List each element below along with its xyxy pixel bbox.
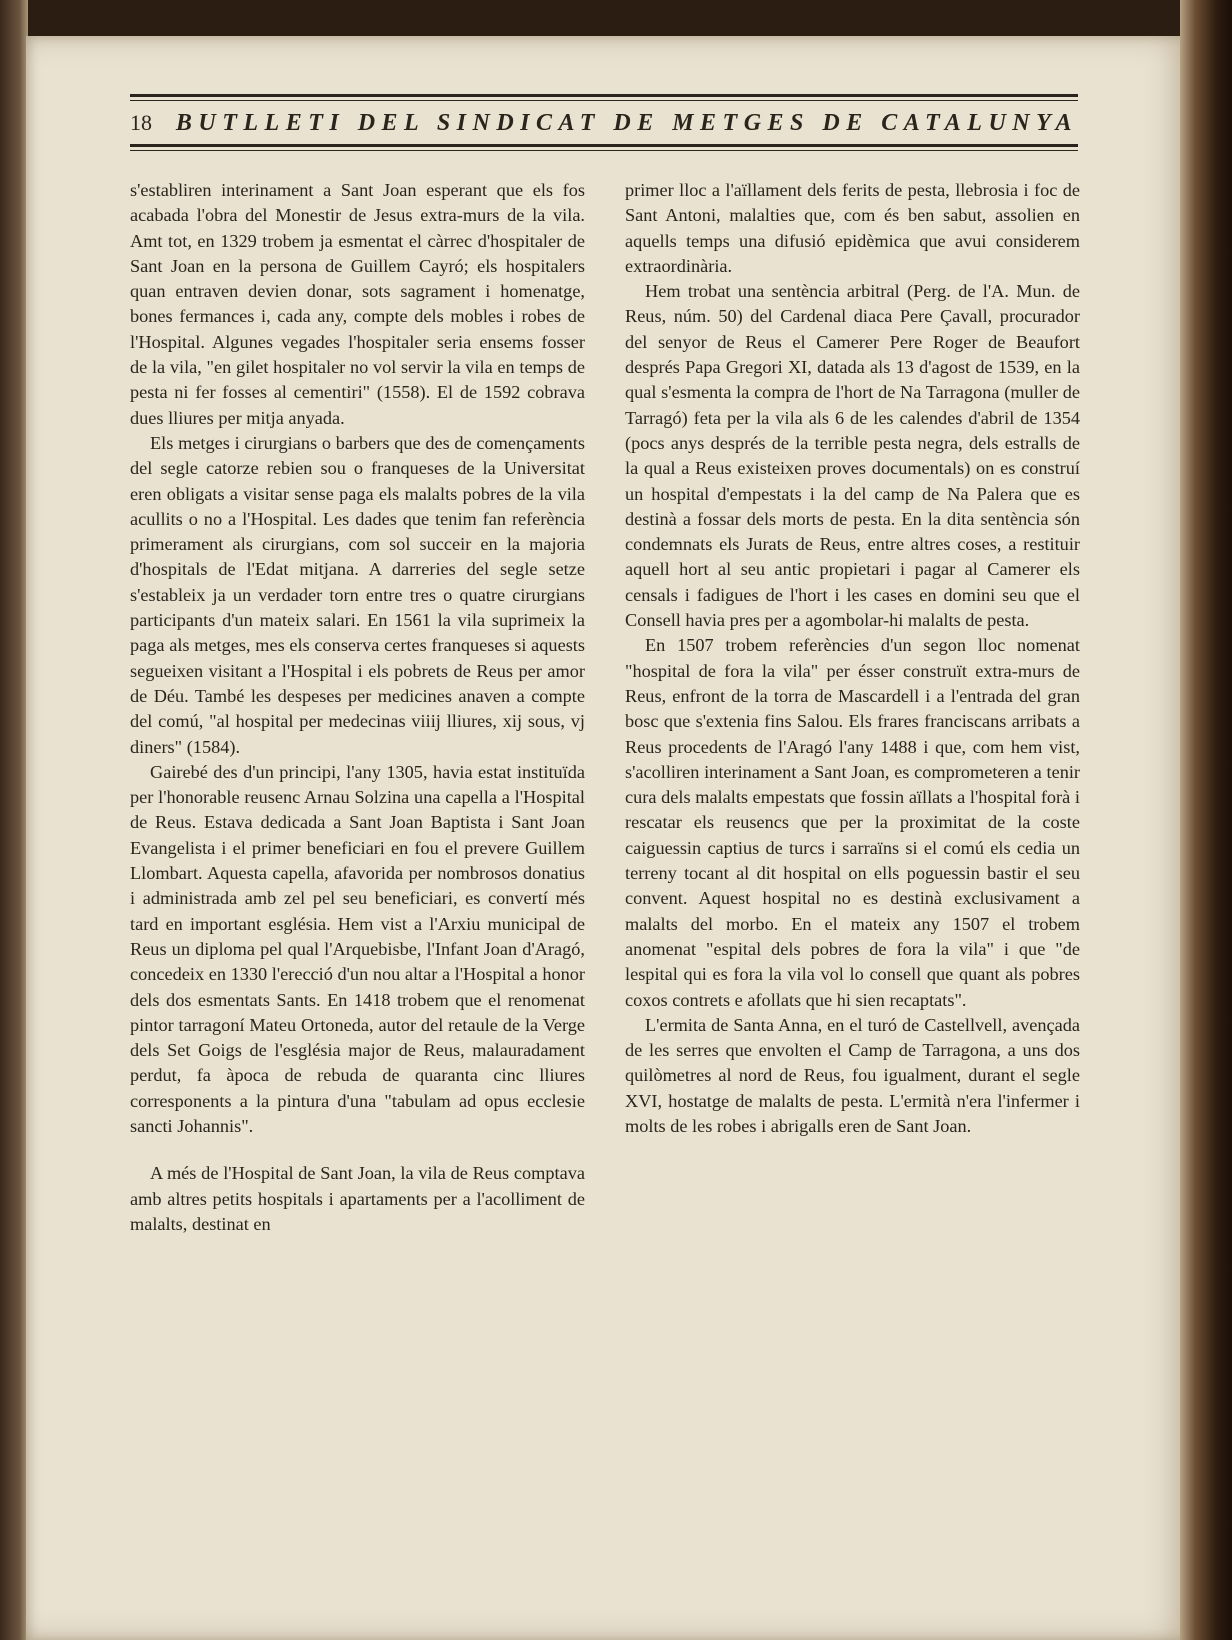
paragraph: L'ermita de Santa Anna, en el turó de Castellvell, avençada de les serres que envolten el Camp de Tarragona, a uns dos quilòmetres al nord de Reus, fou igualment, durant el segle XVI, hostatge de malalts de pesta. L'ermità n'era l'infermer i molts de les robes i abrigalls eren de Sant Joan. [625,1014,1080,1136]
paragraph: primer lloc a l'aïllament dels ferits de pesta, llebrosia i foc de Sant Antoni, malalties que, com és ben sabut, assolien en aquells temps una difusió epidèmica que avui considerem extraordinària. [625,180,1080,276]
paragraph: A més de l'Hospital de Sant Joan, la vila de Reus comptava amb altres petits hospitals i apartaments per a l'acolliment de malalts, destinat en [130,1163,585,1234]
paragraph: En 1507 trobem referències d'un segon lloc nomenat "hospital de fora la vila" per ésser construït extra-murs de Reus, enfront de la torra de Mascardell i a l'entrada del gran bosc que s'extenia fins Salou. Els frares franciscans arribats a Reus procedents de l'Aragó l'any 1488 i que, com hem vist, s'acolliren interinament a Sant Joan, es comprometeren a tenir cura dels malalts empestats que fossin aïllats a l'hospital forà i rescatar els reusencs que per la proximitat de la coste caiguessin captius de turcs i sarraïns si el comú els cedia un terreny tocant al dit hospital on ells poguessin bastir el seu convent. Aquest hospital no es destinà exclusivament a malalts del morbo. En el mateix any 1507 el trobem anomenat "espital dels pobres de fora la vila" i que "de lespital qui es fora la vila vol lo consell que quant als pobres coxos contrets e afollats que hi sien recaptats". [625,635,1080,1010]
running-header [130,54,1078,150]
header-rule-bottom [130,144,1078,147]
text-columns [130,178,1080,1428]
left-column [130,178,585,1428]
header-rule-top [130,94,1078,97]
header-rule-top-thin [130,100,1078,101]
header-rule-bottom-thin [130,150,1078,151]
scan-edge-right [1180,0,1232,1640]
header-row [130,104,1078,142]
scan-edge-left [0,0,28,1640]
paragraph: s'establiren interinament a Sant Joan esperant que els fos acabada l'obra del Monestir de Jesus extra-murs de la vila. Amt tot, en 1329 trobem ja esmentat el càrrec d'hospitaler de Sant Joan en la persona de Guillem Cayró; els hospitalers quan entraven devien donar, sots sagrament i homenatge, bones fermances i, cada any, compte dels mobles i robes de l'Hospital. Algunes vegades l'hospitaler seria ensems fosser de la vila, "en gilet hospitaler no vol servir la vila en temps de pesta ni fer fosses al cementiri" (1558). El de 1592 cobrava dues lliures per mitja anyada. [130,180,585,428]
paragraph: Gairebé des d'un principi, l'any 1305, havia estat instituïda per l'honorable reusenc Arnau Solzina una capella a l'Hospital de Reus. Estava dedicada a Sant Joan Baptista i Sant Joan Evangelista i el primer beneficiari en fou el prevere Guillem Llombart. Aquesta capella, afavorida per nombrosos donatius i administrada amb zel pel seu beneficiari, es convertí més tard en important església. Hem vist a l'Arxiu municipal de Reus un diploma pel qual l'Arquebisbe, l'Infant Joan d'Aragó, concedeix en 1330 l'erecció d'un nou altar a l'Hospital a honor dels dos esmentats Sants. En 1418 trobem que el renomenat pintor tarragoní Mateu Ortoneda, autor del retaule de la Verge dels Set Goigs de l'església major de Reus, malauradament perdut, fa àpoca de rebuda de quaranta cinc lliures corresponents a la pintura d'una "tabulam ad opus ecclesie sancti Johannis". [130,761,585,1136]
page-number: 18 [130,110,152,135]
journal-title: BUTLLETI DEL SINDICAT DE METGES DE CATALUNYA [175,109,1078,136]
right-column [625,178,1080,1428]
paragraph: Els metges i cirurgians o barbers que des de començaments del segle catorze rebien sou o franqueses de la Universitat eren obligats a visitar sense paga els malalts pobres de la vila acullits o no a l'Hospital. Les dades que tenim fan referència primerament als cirurgians, com sol succeir en la majoria d'hospitals de l'Edat mitjana. A darreries del segle setze s'estableix ja un verdader torn entre tres o quatre cirurgians participants d'un mateix salari. En 1561 la vila suprimeix la paga als metges, mes els conserva certes franqueses si aquests segueixen visitant a l'Hospital i els pobrets de Reus per amor de Déu. També les despeses per medicines anaven a compte del comú, "al hospital per medecinas viiij lliures, xij sous, vj diners" (1584). [130,432,585,757]
paragraph: Hem trobat una sentència arbitral (Perg. de l'A. Mun. de Reus, núm. 50) del Cardenal diaca Pere Çavall, procurador del senyor de Reus el Camerer Pere Roger de Beaufort després Papa Gregori XI, datada als 13 d'agost de 1539, en la qual s'esmenta la compra de l'hort de Na Tarragona (muller de Tarragó) feta per la vila als 6 de les calendes d'abril de 1354 (pocs anys després de la terrible pesta negra, dels estralls de la qual a Reus existeixen proves documentals) on es construí un hospital d'empestats i la del camp de Na Palera que es destinà a fossar dels morts de pesta. En la dita sentència són condemnats els Jurats de Reus, entre altres coses, a restituir aquell hort al seu antic propietari i pagar al Camerer els censals i fadigues de l'hort i les cases en domini seu que el Consell havia pres per a agombolar-hi malalts de pesta. [625,281,1080,631]
